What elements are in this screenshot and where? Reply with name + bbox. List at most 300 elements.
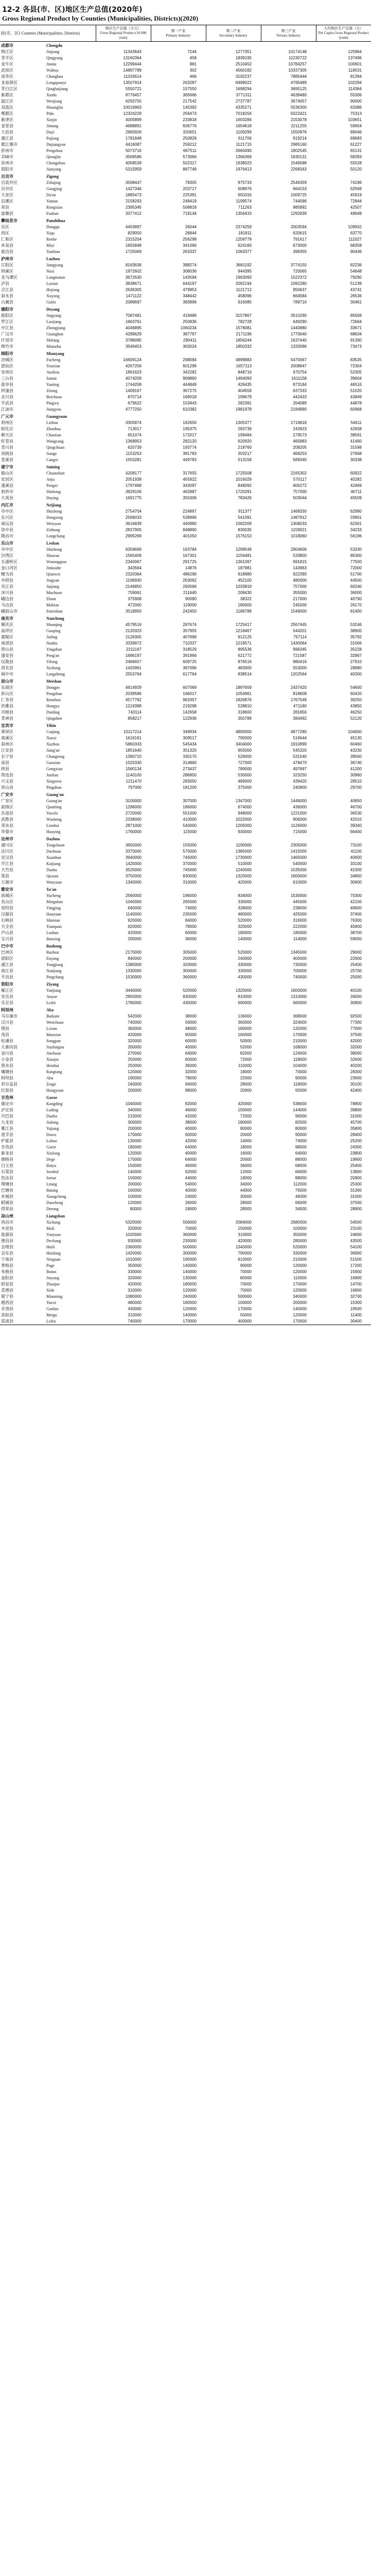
per-capita-value: 43230: [350, 748, 362, 753]
tertiary-value: 5536300: [290, 105, 307, 110]
table-row: [0, 855, 371, 861]
per-capita-value: 54500: [350, 1220, 362, 1225]
table-row: [0, 192, 371, 198]
primary-value: [151, 677, 206, 685]
gdp-value: 759061: [128, 590, 142, 595]
secondary-value: 1963093: [235, 275, 252, 280]
county-name-zh: 富顺县: [1, 211, 13, 216]
primary-value: 40000: [185, 1151, 197, 1156]
county-name-zh: 彭州市: [1, 148, 13, 153]
gdp-value: 2720000: [125, 811, 142, 816]
header-secondary: [206, 25, 261, 42]
tertiary-value: 170000: [293, 1032, 307, 1037]
secondary-value: 1054961: [235, 691, 252, 696]
county-name-zh: 平昌县: [1, 975, 13, 979]
county-name-zh: 龙马潭区: [1, 275, 17, 280]
tertiary-value: 1550976: [290, 130, 307, 134]
primary-value: 410000: [183, 817, 197, 822]
tertiary-value: 1487912: [290, 515, 307, 520]
county-name-en: Dujiangyan: [46, 142, 66, 147]
county-name-en: Qingchuan: [46, 445, 65, 450]
table-row: [0, 1287, 371, 1294]
secondary-value: 1109299: [236, 130, 252, 134]
county-name-zh: 巴塘县: [1, 1188, 13, 1193]
primary-value: 140000: [183, 1269, 197, 1274]
per-capita-value: 77500: [350, 560, 362, 564]
gdp-value: 472000: [128, 603, 142, 607]
primary-value: 263287: [183, 80, 197, 85]
county-name-zh: 泸定县: [1, 1108, 13, 1112]
table-row: [0, 369, 371, 376]
primary-value: 502317: [183, 161, 197, 165]
county-name-en: Litang: [46, 1182, 57, 1187]
county-name-zh: 金川县: [1, 1051, 13, 1056]
primary-value: 122936: [183, 716, 197, 721]
county-name-en: Derong: [46, 1207, 59, 1211]
county-name-zh: 荣县: [1, 205, 9, 210]
county-name-zh: 道孚县: [1, 1132, 13, 1137]
tertiary-value: 468253: [293, 451, 307, 456]
table-row: [0, 879, 371, 886]
tertiary-value: 1535000: [290, 868, 307, 872]
county-name-zh: 旌阳区: [1, 313, 13, 318]
gdp-value: 3929106: [125, 489, 142, 494]
table-row: [0, 936, 371, 942]
tertiary-value: 2268343: [290, 167, 307, 172]
gdp-value: 200000: [128, 1182, 142, 1187]
header-secondary-zh: 第二产业: [226, 28, 241, 33]
per-capita-value: 72844: [350, 199, 362, 204]
county-name-en: Nanjiang: [46, 969, 62, 973]
per-capita-value: 39560: [350, 754, 362, 759]
per-capita-value: [316, 463, 371, 470]
county-name-zh: 天全县: [1, 924, 13, 929]
secondary-value: 520000: [238, 950, 252, 955]
primary-value: 349934: [183, 730, 197, 734]
per-capita-value: 74196: [350, 180, 362, 185]
county-name-zh: 邻水县: [1, 823, 13, 828]
county-name-zh: 小金县: [1, 1057, 13, 1062]
gdp-value: 100000: [128, 1194, 142, 1199]
table-row: [0, 810, 371, 817]
gdp-value: 1296000: [125, 805, 142, 809]
primary-value: 830000: [183, 874, 197, 878]
per-capita-value: 37500: [350, 1200, 362, 1205]
county-name-en: Hongyuan: [46, 1088, 64, 1093]
tertiary-value: 2184890: [290, 407, 307, 412]
tertiary-value: 7885444: [290, 74, 307, 79]
primary-value: [151, 173, 206, 180]
table-row: [0, 1138, 371, 1144]
secondary-value: 480000: [238, 912, 252, 917]
county-name-zh: 越西县: [1, 1300, 13, 1305]
gdp-value: 1655848: [125, 243, 142, 248]
tertiary-value: 996345: [293, 647, 307, 652]
county-name-en: Fushun: [46, 211, 59, 216]
primary-value: 180000: [183, 1282, 197, 1286]
county-name-en: Yingshan: [46, 647, 62, 652]
tertiary-value: 757114: [293, 635, 307, 639]
tertiary-value: 980416: [293, 659, 307, 664]
gdp-value: [96, 413, 151, 420]
primary-value: 145392: [183, 105, 197, 110]
tertiary-value: 589340: [293, 457, 307, 462]
primary-value: 455922: [183, 477, 197, 482]
secondary-value: 727000: [238, 760, 252, 765]
secondary-value: 911377: [238, 509, 252, 514]
per-capita-value: [316, 791, 371, 798]
tertiary-value: [261, 942, 316, 950]
table-group-row: [0, 1006, 371, 1013]
table-row: [0, 388, 371, 394]
secondary-value: 1199574: [236, 199, 252, 204]
tertiary-value: [261, 722, 316, 729]
table-row: [0, 123, 371, 129]
primary-value: 290411: [183, 338, 197, 343]
county-name-zh: 古蔺县: [1, 300, 13, 304]
table-row: [0, 817, 371, 823]
county-name-en: Lushan: [46, 930, 59, 935]
gdp-value: 3569586: [125, 155, 142, 159]
secondary-value: 1654618: [235, 124, 252, 128]
primary-value: 256473: [183, 111, 197, 116]
per-capita-value: 34800: [350, 874, 362, 878]
tertiary-value: 238000: [293, 906, 307, 910]
secondary-value: 2092194: [235, 281, 252, 286]
per-capita-value: 89046: [350, 130, 362, 134]
table-group-row: [0, 173, 371, 180]
primary-value: 357955: [183, 629, 197, 633]
per-capita-value: 103651: [348, 117, 362, 122]
primary-value: [151, 980, 206, 988]
county-name-en: Deyang: [46, 307, 60, 312]
tertiary-value: 10337305: [288, 68, 307, 73]
gdp-value: 3672630: [125, 275, 142, 280]
per-capita-value: 41100: [350, 849, 362, 854]
tertiary-value: [261, 413, 316, 420]
header-gdp: [96, 25, 151, 42]
tertiary-value: 324000: [293, 1020, 307, 1025]
gdp-value: 130000: [128, 1139, 142, 1143]
county-name-zh: 岳池县: [1, 811, 13, 816]
table-row: [0, 236, 371, 243]
county-name-en: Anyue: [46, 994, 58, 999]
county-name-en: Songpan: [46, 1039, 61, 1043]
per-capita-value: 43500: [350, 1239, 362, 1243]
per-capita-value: 43849: [350, 395, 362, 399]
tertiary-value: [261, 1006, 316, 1013]
gdp-value: 4005899: [125, 117, 142, 122]
county-name-zh: 隆昌市: [1, 534, 13, 538]
primary-value: 120000: [183, 1307, 197, 1311]
county-name-en: Dongqu: [46, 225, 60, 229]
gdp-value: 2360000: [125, 1245, 142, 1249]
gdp-value: 5073716: [125, 148, 142, 153]
table-row: [0, 438, 371, 445]
table-row: [0, 748, 371, 754]
county-name-en: Huaying: [46, 829, 61, 834]
county-name-en: Zizhong: [46, 528, 60, 532]
county-name-en: Ziyang: [46, 982, 59, 987]
primary-value: 314860: [183, 760, 197, 765]
secondary-value: [206, 835, 261, 842]
table-body: [0, 42, 371, 1325]
per-capita-value: 59000: [350, 937, 362, 941]
primary-value: 351320: [183, 748, 197, 753]
primary-value: [151, 350, 206, 357]
county-name-zh: 松潘县: [1, 1039, 13, 1043]
gdp-value: [96, 791, 151, 798]
table-row: [0, 905, 371, 911]
secondary-value: 82000: [240, 1051, 252, 1056]
county-name-en: Ningnan: [46, 1257, 61, 1262]
primary-value: 42000: [185, 1114, 197, 1118]
tertiary-value: 245000: [293, 603, 307, 607]
secondary-value: 975733: [238, 180, 252, 185]
tertiary-value: 180000: [293, 930, 307, 935]
secondary-value: 1657113: [236, 364, 252, 368]
secondary-value: 328000: [238, 906, 252, 910]
primary-value: 963357: [183, 698, 197, 702]
primary-value: 38000: [185, 1120, 197, 1125]
primary-value: 130000: [183, 1276, 197, 1280]
primary-value: 551000: [183, 811, 197, 816]
table-title-chinese: 12-2 各县(市、区)地区生产总值(2020年): [2, 6, 143, 14]
tertiary-value: 1092280: [290, 281, 307, 286]
per-capita-value: 42010: [350, 817, 362, 822]
county-name-zh: 炉霍县: [1, 1139, 13, 1143]
primary-value: 343097: [183, 483, 197, 488]
county-name-zh: 资阳市: [1, 982, 13, 987]
tertiary-value: 170000: [293, 1319, 307, 1324]
secondary-value: 608976: [238, 187, 252, 191]
primary-value: 172017: [183, 433, 197, 437]
per-capita-value: 42000: [350, 1039, 362, 1043]
table-group-row: [0, 722, 371, 729]
tertiary-value: 210000: [293, 1257, 307, 1262]
secondary-value: 1576153: [235, 534, 252, 538]
gdp-value: 2120323: [125, 629, 142, 633]
table-row: [0, 230, 371, 236]
primary-value: [151, 501, 206, 509]
gdp-value: 6359699: [125, 547, 142, 552]
tertiary-value: 660000: [293, 1001, 307, 1005]
table-row: [0, 432, 371, 438]
per-capita-value: 54648: [350, 269, 362, 274]
secondary-value: 2660490: [235, 148, 252, 153]
table-group-row: [0, 835, 371, 842]
table-group-row: [0, 463, 371, 470]
county-name-en: Hongya: [46, 704, 60, 708]
gdp-value: 858217: [128, 716, 142, 721]
table-row: [0, 659, 371, 665]
header-county-en: Counties (Municipalities, Districts): [21, 30, 80, 36]
secondary-value: 12000: [240, 1170, 252, 1174]
per-capita-value: 61227: [350, 142, 362, 147]
gdp-value: 3377412: [125, 211, 142, 216]
county-name-en: Gaoxian: [46, 760, 61, 765]
table-row: [0, 205, 371, 211]
county-name-en: Shimian: [46, 918, 60, 923]
secondary-value: 2374259: [235, 225, 252, 229]
gdp-value: 4289629: [125, 332, 142, 336]
tertiary-value: 606272: [293, 483, 307, 488]
primary-value: 26044: [185, 225, 197, 229]
county-name-en: Yanjiang: [46, 988, 61, 993]
tertiary-value: 66000: [295, 1170, 307, 1174]
secondary-value: 4890000: [235, 730, 252, 734]
table-row: [0, 457, 371, 463]
county-name-en: Wenjiang: [46, 99, 62, 104]
tertiary-value: 1770640: [290, 332, 307, 336]
primary-value: 155000: [183, 843, 197, 848]
gdp-value: 679622: [128, 401, 142, 405]
secondary-value: 674000: [238, 805, 252, 809]
secondary-value: 1022000: [235, 817, 252, 822]
secondary-value: 18000: [240, 1145, 252, 1149]
county-name-en: Shehong: [46, 489, 61, 494]
gdp-value: 11033614: [123, 74, 142, 79]
gdp-value: [96, 42, 151, 49]
county-name-en: Zhaohua: [46, 427, 61, 431]
tertiary-value: 637333: [293, 388, 307, 393]
county-name-zh: 安岳县: [1, 994, 13, 999]
tertiary-value: 104000: [293, 1063, 307, 1068]
primary-value: 196000: [183, 893, 197, 898]
secondary-value: 500000: [238, 1294, 252, 1299]
table-row: [0, 1294, 371, 1300]
table-group-row: [0, 217, 371, 224]
per-capita-value: 30338: [350, 457, 362, 462]
per-capita-value: 43850: [350, 704, 362, 708]
table-row: [0, 754, 371, 760]
county-name-zh: 康定市: [1, 1101, 13, 1106]
table-row: [0, 363, 371, 369]
county-name-en: Chaotian: [46, 433, 61, 437]
per-capita-value: 42300: [350, 868, 362, 872]
gdp-value: 4046895: [125, 326, 142, 330]
per-capita-value: 27668: [350, 451, 362, 456]
county-name-en: Ya'an: [46, 887, 57, 892]
county-name-en: Jiulong: [46, 1120, 59, 1125]
primary-value: 64000: [185, 1157, 197, 1162]
primary-value: 387797: [183, 332, 197, 336]
county-name-en: Yuexi: [46, 1300, 56, 1305]
tertiary-value: 2985160: [290, 142, 307, 147]
gdp-value: 1663761: [125, 319, 142, 324]
county-name-zh: 什邡市: [1, 338, 13, 343]
primary-value: 44000: [185, 1176, 197, 1180]
primary-value: 36000: [185, 1063, 197, 1068]
county-name-zh: 乡城县: [1, 1194, 13, 1199]
table-row: [0, 1057, 371, 1063]
tertiary-value: 82000: [295, 1120, 307, 1125]
gdp-value: 180000: [128, 1145, 142, 1149]
tertiary-value: 2003594: [290, 225, 307, 229]
tertiary-value: 168000: [293, 1045, 307, 1049]
secondary-value: 1305377: [235, 420, 252, 425]
county-name-zh: 荥经县: [1, 906, 13, 910]
tertiary-value: 1600000: [290, 988, 307, 993]
per-capita-value: 40300: [350, 672, 362, 676]
per-capita-value: [316, 173, 371, 180]
tertiary-value: 1549000: [290, 609, 307, 614]
tertiary-value: 118000: [293, 1082, 307, 1087]
tertiary-value: 791617: [293, 237, 307, 242]
secondary-value: 1578081: [235, 326, 252, 330]
secondary-value: 420000: [238, 1239, 252, 1243]
per-capita-value: 118531: [348, 68, 362, 73]
tertiary-value: 243923: [293, 427, 307, 431]
table-row: [0, 325, 371, 331]
table-row: [0, 1020, 371, 1026]
county-name-en: Mianning: [46, 1294, 63, 1299]
tertiary-value: 471180: [293, 704, 307, 708]
primary-value: 556000: [183, 1220, 197, 1225]
per-capita-value: [316, 835, 371, 842]
secondary-value: 1494093: [235, 376, 252, 381]
secondary-value: 330000: [238, 969, 252, 973]
per-capita-value: 51239: [350, 281, 362, 286]
county-name-zh: 雅安市: [1, 887, 13, 892]
county-name-zh: 顺庆区: [1, 622, 13, 627]
county-name-en: Zhongjiang: [46, 326, 65, 330]
gdp-value: 4577782: [125, 698, 142, 702]
county-name-en: Chuanshan: [46, 471, 65, 476]
secondary-value: 510000: [238, 861, 252, 866]
gdp-value: [96, 722, 151, 729]
county-name-en: Fucheng: [46, 358, 61, 362]
tertiary-value: 1802545: [290, 148, 307, 153]
county-name-zh: 蓬溪县: [1, 483, 13, 488]
per-capita-value: 55306: [350, 93, 362, 97]
secondary-value: 330000: [238, 962, 252, 967]
table-row: [0, 1113, 371, 1120]
secondary-value: 16000: [240, 1151, 252, 1156]
county-name-zh: 渠县: [1, 874, 9, 878]
county-name-en: Xindu: [46, 93, 57, 97]
county-name-zh: 大邑县: [1, 130, 13, 134]
gdp-value: 1330000: [125, 969, 142, 973]
per-capita-value: 77300: [350, 1020, 362, 1025]
secondary-value: 430000: [238, 975, 252, 979]
tertiary-value: 98000: [295, 1145, 307, 1149]
county-name-zh: 江油市: [1, 407, 13, 412]
primary-value: 259212: [183, 142, 197, 147]
per-capita-value: 28900: [350, 1207, 362, 1211]
gdp-value: 3750000: [125, 874, 142, 878]
tertiary-value: 3695125: [290, 87, 307, 91]
county-name-zh: 江阳区: [1, 263, 13, 267]
table-row: [0, 962, 371, 968]
table-row: [0, 823, 371, 829]
per-capita-value: 37500: [350, 1032, 362, 1037]
county-name-zh: 高坪区: [1, 629, 13, 633]
primary-value: 401050: [183, 534, 197, 538]
county-name-en: Pingchang: [46, 975, 64, 979]
secondary-value: 458096: [238, 294, 252, 298]
tertiary-value: 1345000: [290, 950, 307, 955]
header-secondary-en: Secondary Industry: [219, 33, 248, 38]
secondary-value: 1186789: [236, 609, 252, 614]
primary-value: 240000: [183, 1294, 197, 1299]
county-name-zh: 中江县: [1, 326, 13, 330]
gdp-value: 4579516: [125, 622, 142, 627]
primary-value: 287674: [183, 622, 197, 627]
table-row: [0, 804, 371, 810]
county-name-en: Leshan: [46, 541, 59, 546]
tertiary-value: 2153078: [290, 117, 307, 122]
